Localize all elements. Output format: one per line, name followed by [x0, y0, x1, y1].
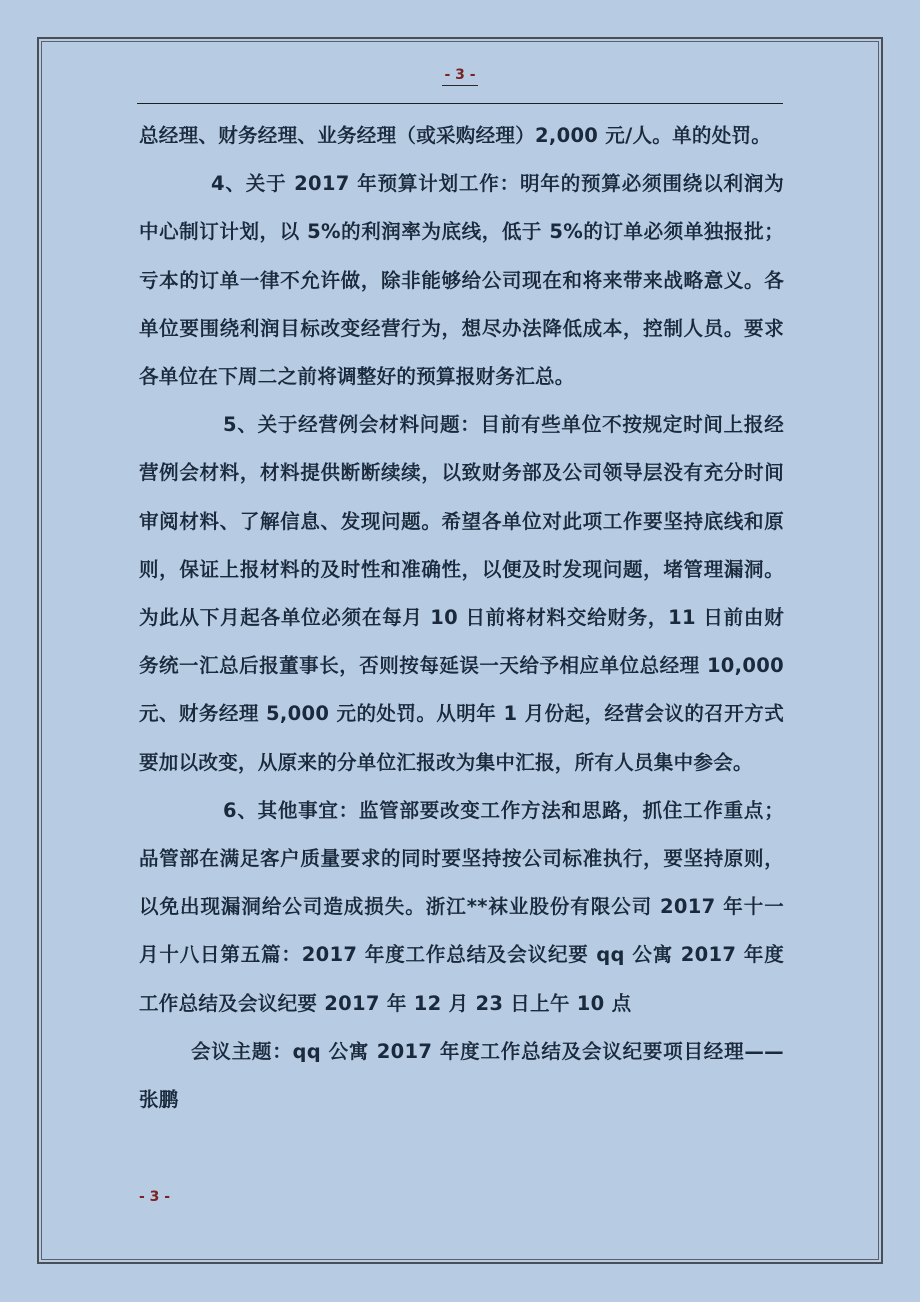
- paragraph-continuation: 总经理、财务经理、业务经理（或采购经理）2,000 元/人。单的处罚。: [139, 124, 772, 147]
- header-page-number: [0, 66, 920, 86]
- paragraph-budget-plan: 4、关于 2017 年预算计划工作：明年的预算必须围绕以利润为中心制订计划，以 5%的利润率为底线，低于 5%的订单必须单独报批；亏本的订单一律不允许做，除非能够给公司现在和将来带来战略意义。各单位要围绕利润目标改变经营行为，想尽办法降低成本，控制人员。要求各单位在下周二之前将调整好的预算报财务汇总。: [139, 172, 784, 389]
- footer-page-number: - 3 -: [139, 1189, 171, 1205]
- paragraph-other-matters: 6、其他事宜：监管部要改变工作方法和思路，抓住工作重点；品管部在满足客户质量要求的同时要坚持按公司标准执行，要坚持原则，以免出现漏洞给公司造成损失。浙江**袜业股份有限公司 2017 年十一月十八日第五篇：2017 年度工作总结及会议纪要 qq 公寓 2017 年度工作总结及会议纪要 2017 年 12 月 23 日上午 10 点: [139, 798, 784, 1015]
- paragraph-meeting-materials: 5、关于经营例会材料问题：目前有些单位不按规定时间上报经营例会材料，材料提供断断续续，以致财务部及公司领导层没有充分时间审阅材料、了解信息、发现问题。希望各单位对此项工作要坚持底线和原则，保证上报材料的及时性和准确性，以便及时发现问题，堵管理漏洞。为此从下月起各单位必须在每月 10 日前将材料交给财务，11 日前由财务统一汇总后报董事长，否则按每延误一天给予相应单位总经理 10,000 元、财务经理 5,000 元的处罚。从明年 1 月份起，经营会议的召开方式要加以改变，从原来的分单位汇报改为集中汇报，所有人员集中参会。: [139, 413, 784, 774]
- header-page-number-text: - 3 -: [442, 66, 477, 86]
- document-body: [139, 112, 784, 1124]
- paragraph-meeting-topic: 会议主题：qq 公寓 2017 年度工作总结及会议纪要项目经理——张鹏: [139, 1039, 784, 1112]
- header-divider: [137, 103, 783, 104]
